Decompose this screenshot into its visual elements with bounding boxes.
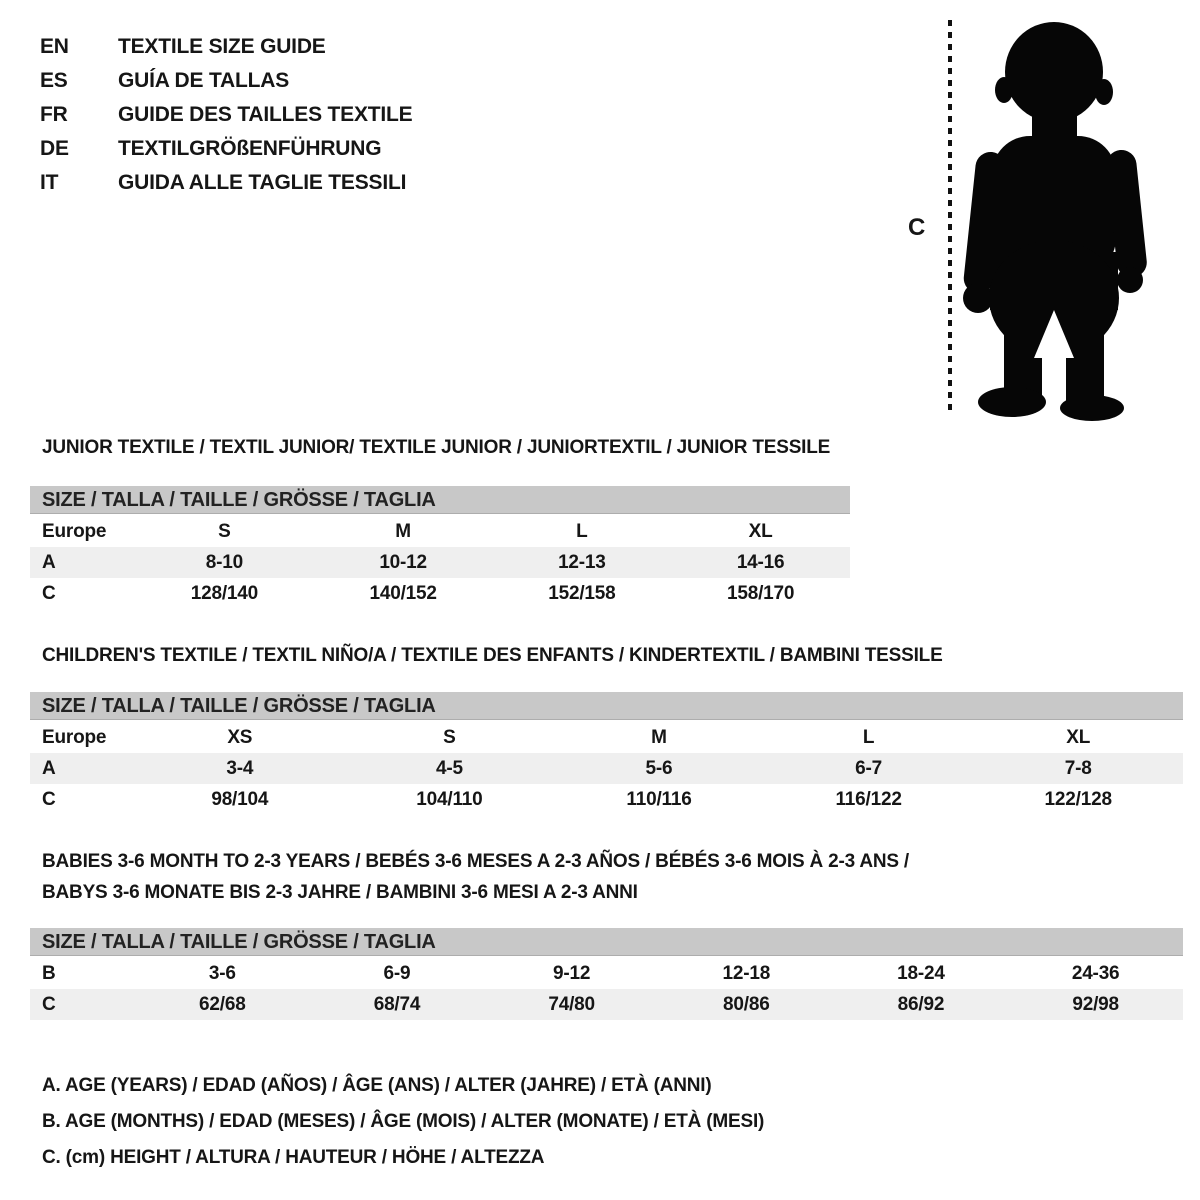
value-cell: 68/74 <box>310 989 485 1020</box>
babies-size-header-bar: SIZE / TALLA / TAILLE / GRÖSSE / TAGLIA <box>30 928 1183 956</box>
row-label: A <box>30 547 135 578</box>
value-cell: 74/80 <box>484 989 659 1020</box>
value-cell: 122/128 <box>1044 788 1112 810</box>
children-row-a <box>30 753 1183 784</box>
value-cell: 92/98 <box>1008 989 1183 1020</box>
children-row-c <box>30 784 1183 815</box>
value-cell: 6-7 <box>764 753 974 784</box>
lang-title: GUIDA ALLE TAGLIE TESSILI <box>118 171 407 194</box>
row-label: C <box>42 582 56 604</box>
value-cell: 24-36 <box>1071 962 1120 984</box>
value-cell: 116/122 <box>835 788 902 810</box>
value-cell: 158/170 <box>726 582 795 604</box>
row-label: C <box>30 989 135 1020</box>
junior-section-title: JUNIOR TEXTILE / TEXTIL JUNIOR/ TEXTILE JUNIOR / JUNIORTEXTIL / JUNIOR TESSILE <box>42 437 831 458</box>
region-label: Europe <box>42 520 107 542</box>
col-header-cell: S <box>443 726 456 748</box>
lang-row-de <box>40 132 412 166</box>
value-cell: 80/86 <box>659 989 834 1020</box>
junior-row-a <box>30 547 850 578</box>
lang-code: EN <box>40 35 69 58</box>
junior-row-c <box>30 578 850 609</box>
value-cell: 14-16 <box>671 547 850 578</box>
value-cell: 6-9 <box>383 962 411 984</box>
junior-size-table <box>30 516 850 609</box>
height-measure-label: C <box>908 214 926 241</box>
measurement-legend <box>42 1068 764 1176</box>
babies-row-c <box>30 989 1183 1020</box>
value-cell: 10-12 <box>314 547 493 578</box>
lang-row-en <box>40 30 412 64</box>
legend-line-a: A. AGE (YEARS) / EDAD (AÑOS) / ÂGE (ANS) / ALTER (JAHRE) / ETÀ (ANNI) <box>42 1075 712 1096</box>
value-cell: 12-13 <box>493 547 672 578</box>
lang-code: IT <box>40 171 59 194</box>
language-title-list <box>40 30 412 200</box>
lang-row-es <box>40 64 412 98</box>
col-header-cell: M <box>395 520 411 542</box>
legend-line-c: C. (cm) HEIGHT / ALTURA / HAUTEUR / HÖHE / ALTEZZA <box>42 1147 545 1168</box>
col-header-cell: XS <box>227 726 253 748</box>
col-header-cell: XL <box>1066 726 1091 748</box>
children-column-header-row <box>30 722 1183 753</box>
lang-title: TEXTILE SIZE GUIDE <box>118 35 326 58</box>
value-cell: 9-12 <box>553 962 591 984</box>
lang-row-it <box>40 166 412 200</box>
value-cell: 98/104 <box>211 788 269 810</box>
value-cell: 128/140 <box>190 582 259 604</box>
children-section-title: CHILDREN'S TEXTILE / TEXTIL NIÑO/A / TEXTILE DES ENFANTS / KINDERTEXTIL / BAMBINI TESSILE <box>42 645 943 666</box>
lang-code: DE <box>40 137 69 160</box>
babies-section-title <box>42 846 909 908</box>
lang-title: TEXTILGRÖßENFÜHRUNG <box>118 137 382 160</box>
lang-title: GUÍA DE TALLAS <box>118 69 290 92</box>
children-size-table <box>30 722 1183 815</box>
babies-title-line-1: BABIES 3-6 MONTH TO 2-3 YEARS / BEBÉS 3-6 MESES A 2-3 AÑOS / BÉBÉS 3-6 MOIS À 2-3 ANS / <box>42 851 910 872</box>
lang-title: GUIDE DES TAILLES TEXTILE <box>118 103 413 126</box>
lang-code: ES <box>40 69 68 92</box>
value-cell: 12-18 <box>722 962 771 984</box>
row-label: B <box>42 962 56 984</box>
value-cell: 152/158 <box>548 582 616 604</box>
babies-size-table <box>30 958 1183 1020</box>
legend-line-b: B. AGE (MONTHS) / EDAD (MESES) / ÂGE (MOIS) / ALTER (MONATE) / ETÀ (MESI) <box>42 1111 765 1132</box>
value-cell: 4-5 <box>345 753 555 784</box>
value-cell: 110/116 <box>626 788 692 810</box>
value-cell: 18-24 <box>897 962 945 984</box>
toddler-silhouette-icon <box>940 14 1150 424</box>
value-cell: 3-4 <box>135 753 345 784</box>
height-figure <box>940 14 1150 424</box>
value-cell: 62/68 <box>135 989 310 1020</box>
col-header-cell: L <box>862 726 875 748</box>
col-header-cell: M <box>651 726 667 748</box>
col-header-cell: S <box>218 520 231 542</box>
value-cell: 5-6 <box>554 753 764 784</box>
row-label: C <box>42 788 56 810</box>
col-header-cell: XL <box>748 520 773 542</box>
babies-row-b <box>30 958 1183 989</box>
value-cell: 7-8 <box>973 753 1183 784</box>
value-cell: 140/152 <box>369 582 437 604</box>
value-cell: 104/110 <box>416 788 483 810</box>
value-cell: 86/92 <box>834 989 1009 1020</box>
col-header-cell: L <box>576 520 588 542</box>
region-label: Europe <box>42 726 107 748</box>
value-cell: 8-10 <box>135 547 314 578</box>
lang-code: FR <box>40 103 68 126</box>
value-cell: 3-6 <box>208 962 236 984</box>
babies-title-line-2: BABYS 3-6 MONATE BIS 2-3 JAHRE / BAMBINI 3-6 MESI A 2-3 ANNI <box>42 882 638 903</box>
junior-size-header-bar: SIZE / TALLA / TAILLE / GRÖSSE / TAGLIA <box>30 486 850 514</box>
children-size-header-bar: SIZE / TALLA / TAILLE / GRÖSSE / TAGLIA <box>30 692 1183 720</box>
row-label: A <box>30 753 135 784</box>
junior-column-header-row <box>30 516 850 547</box>
lang-row-fr <box>40 98 412 132</box>
